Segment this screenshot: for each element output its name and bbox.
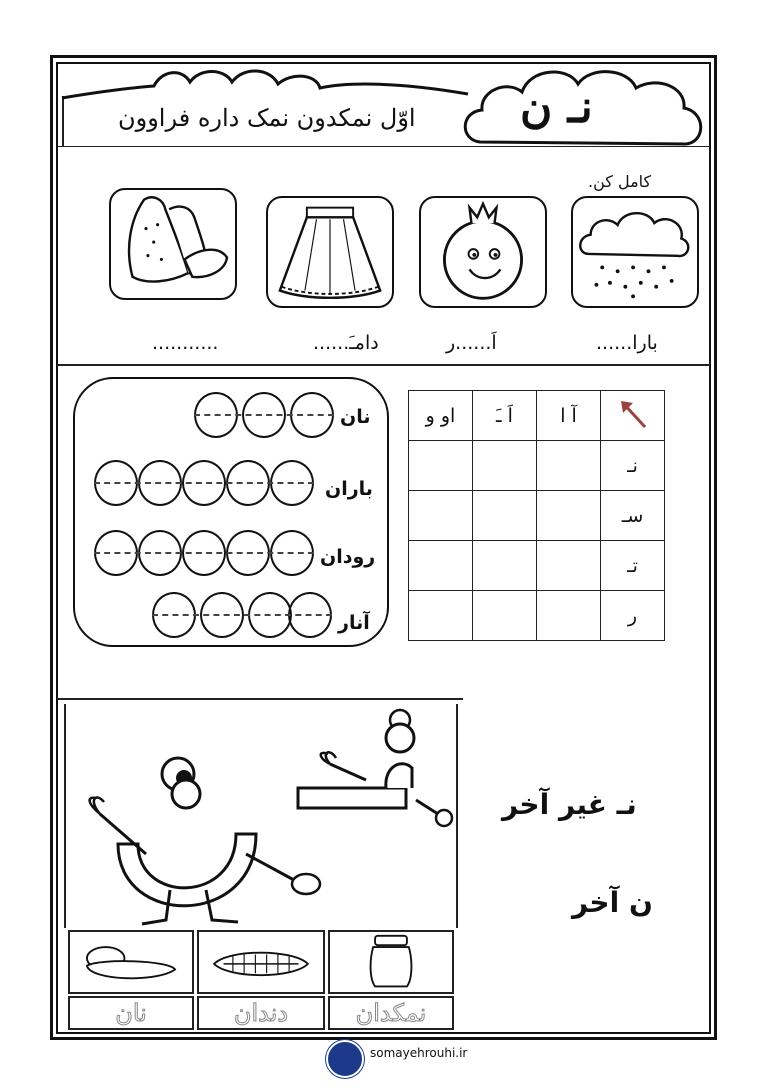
grid-cell[interactable] <box>473 441 537 491</box>
syllable-word-4: آنار <box>338 612 370 634</box>
picture-bread <box>109 188 237 300</box>
grid-header-cell: او و <box>409 391 473 441</box>
syllable-circles-3 <box>94 530 314 578</box>
picture-rain-cloud <box>571 196 699 308</box>
grid-cell[interactable] <box>409 441 473 491</box>
picture-bread-box <box>68 930 194 994</box>
footer-site[interactable]: somayehrouhi.ir <box>370 1046 468 1060</box>
grid-cell[interactable] <box>537 491 601 541</box>
grid-row-letter: تـ <box>601 541 665 591</box>
blank-word-1: بارا...... <box>596 332 658 354</box>
dashed-guide <box>194 414 334 416</box>
letter-noon-cartoon-icon <box>66 704 456 928</box>
grid-header-cell: اَ ـَ <box>473 391 537 441</box>
blank-word-2: اَ......ر <box>446 332 497 354</box>
header-cloud-border <box>58 62 478 102</box>
grid-cell[interactable] <box>537 541 601 591</box>
skirt-icon <box>268 198 392 306</box>
site-logo <box>326 1040 364 1078</box>
grid-corner-cell <box>601 391 665 441</box>
section-divider-1 <box>58 364 710 366</box>
dashed-guide <box>152 614 332 616</box>
dashed-guide <box>94 552 314 554</box>
syllable-word-3: رودان <box>320 546 376 568</box>
header-letters: نـ ن <box>520 82 593 133</box>
picture-skirt <box>266 196 394 308</box>
word-box-teeth: دندان <box>197 996 325 1030</box>
word-box-bread: نان <box>68 996 194 1030</box>
page-title: اوّل نمکدون نمک داره فراوون <box>118 104 416 132</box>
grid-row <box>409 491 665 541</box>
grid-row-letter: نـ <box>601 441 665 491</box>
word-box-salt-shaker: نمکدان <box>328 996 454 1030</box>
syllable-word-1: نان <box>340 406 371 428</box>
grid-header-cell: آ ا <box>537 391 601 441</box>
rain-cloud-icon <box>573 198 697 306</box>
arrow-icon <box>615 395 651 431</box>
pomegranate-icon <box>421 198 545 306</box>
blank-word-3: دامـَ...... <box>313 332 379 354</box>
grid-cell[interactable] <box>537 591 601 641</box>
letter-combination-grid <box>408 390 665 641</box>
syllable-circles-4 <box>152 592 332 640</box>
grid-row <box>409 591 665 641</box>
picture-pomegranate <box>419 196 547 308</box>
grid-header-row <box>409 391 665 441</box>
teeth-icon <box>199 932 323 992</box>
salt-shaker-icon <box>330 932 452 992</box>
grid-row <box>409 441 665 491</box>
grid-cell[interactable] <box>473 491 537 541</box>
blank-word-4: ........... <box>152 332 219 354</box>
picture-salt-shaker-box <box>328 930 454 994</box>
grid-cell[interactable] <box>409 541 473 591</box>
label-final: ن آخر <box>572 886 653 919</box>
bread-icon <box>70 932 192 992</box>
grid-cell[interactable] <box>409 591 473 641</box>
grid-cell[interactable] <box>409 491 473 541</box>
syllable-circles-2 <box>94 460 314 508</box>
picture-teeth-box <box>197 930 325 994</box>
grid-cell[interactable] <box>473 541 537 591</box>
syllable-circles-1 <box>194 392 334 440</box>
syllable-word-2: باران <box>325 478 373 500</box>
grid-row-letter: ر <box>601 591 665 641</box>
dashed-guide <box>94 482 314 484</box>
grid-row <box>409 541 665 591</box>
header-left-tick <box>62 96 64 146</box>
grid-row-letter: سـ <box>601 491 665 541</box>
label-non-final: نـ غیر آخر <box>502 788 637 821</box>
instruction-text: کامل کن. <box>588 172 652 191</box>
section-divider-2 <box>58 698 463 700</box>
grid-cell[interactable] <box>537 441 601 491</box>
bread-icon <box>111 190 235 298</box>
grid-cell[interactable] <box>473 591 537 641</box>
